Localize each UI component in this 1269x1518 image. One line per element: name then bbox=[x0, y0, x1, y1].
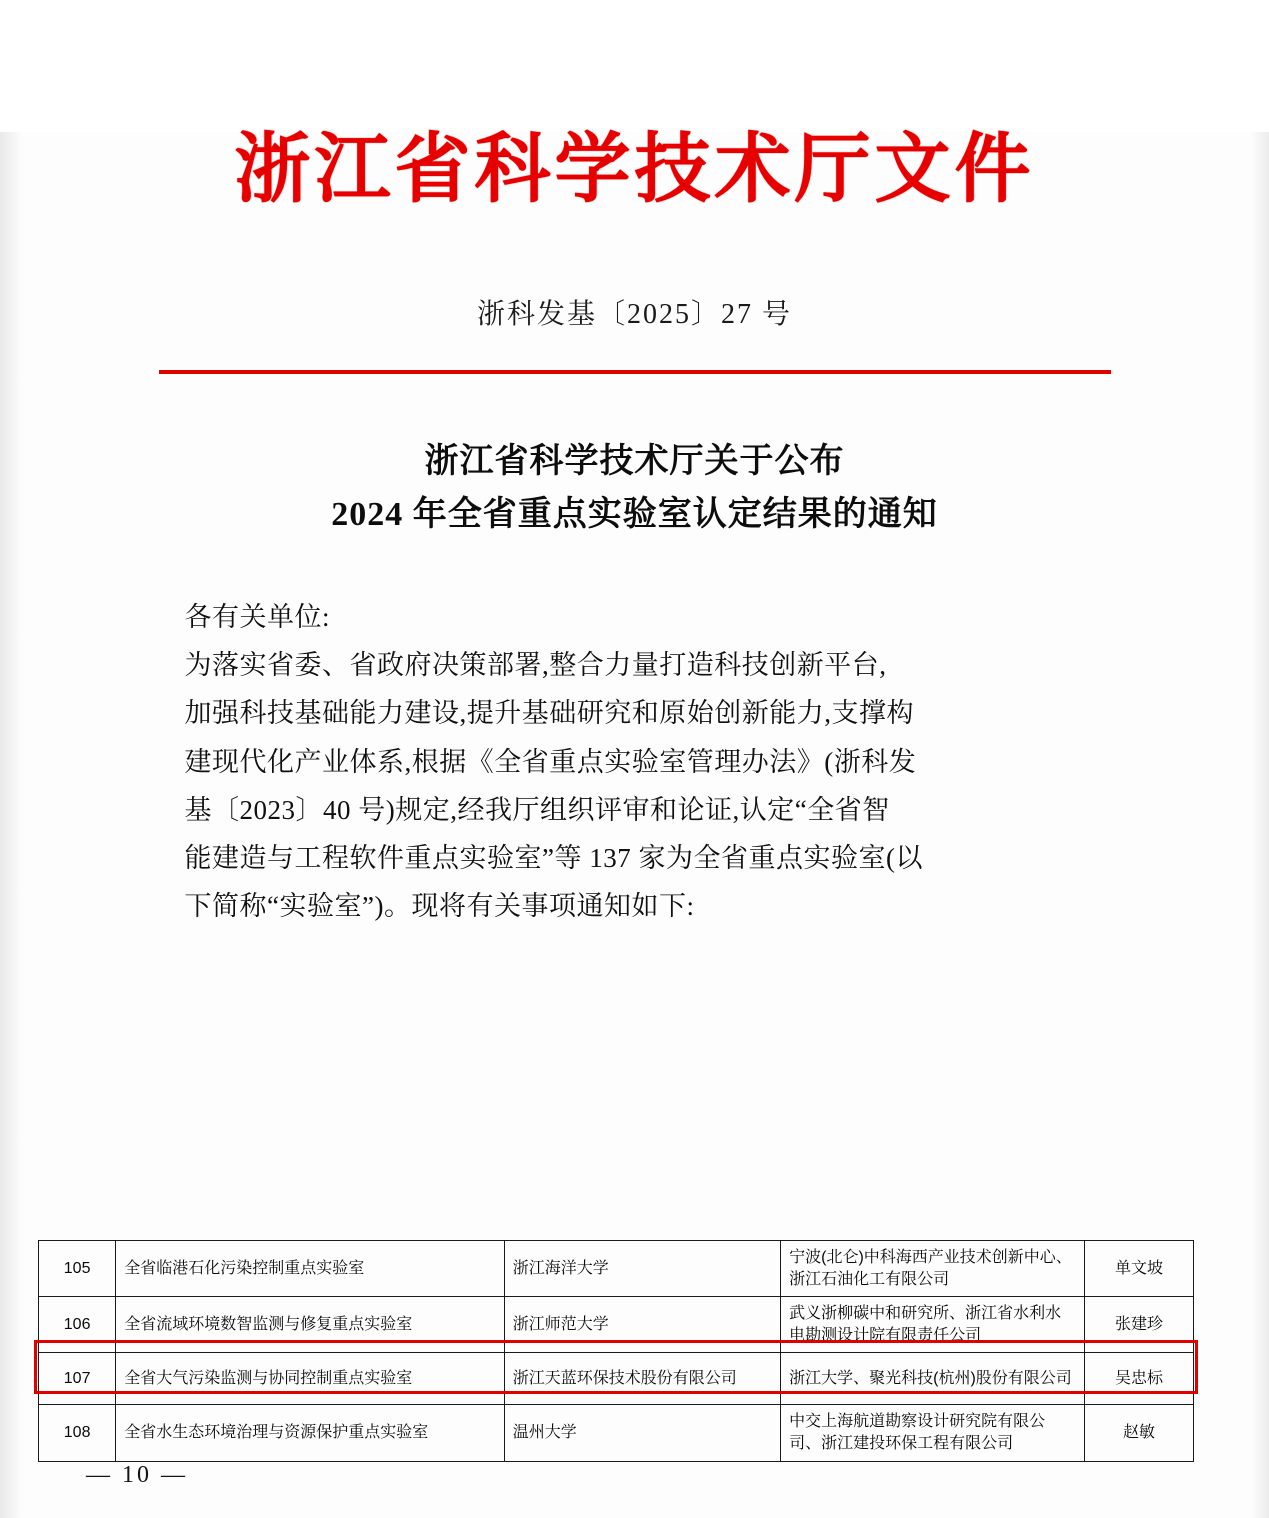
row-person: 单文坡 bbox=[1084, 1241, 1193, 1297]
red-divider-rule bbox=[159, 370, 1111, 374]
document-number: 浙科发基〔2025〕27 号 bbox=[476, 299, 792, 330]
row-lab-name: 全省流域环境数智监测与修复重点实验室 bbox=[116, 1297, 505, 1353]
row-host-unit: 浙江海洋大学 bbox=[504, 1241, 780, 1297]
body-line-5: 能建造与工程软件重点实验室”等 137 家为全省重点实验室(以 bbox=[184, 842, 923, 873]
salutation: 各有关单位: bbox=[184, 602, 331, 633]
notice-body bbox=[185, 593, 1085, 929]
row-number: 106 bbox=[39, 1297, 116, 1353]
row-cooperators: 浙江大学、聚光科技(杭州)股份有限公司 bbox=[781, 1353, 1085, 1405]
row-lab-name: 全省大气污染监测与协同控制重点实验室 bbox=[116, 1353, 505, 1405]
notice-headline bbox=[0, 436, 1269, 541]
table-row bbox=[39, 1297, 1194, 1353]
row-host-unit: 温州大学 bbox=[504, 1405, 780, 1461]
body-line-6: 下简称“实验室”)。现将有关事项通知如下: bbox=[184, 890, 695, 921]
row-number: 105 bbox=[39, 1241, 116, 1297]
row-person: 赵敏 bbox=[1084, 1405, 1193, 1461]
body-line-4: 基〔2023〕40 号)规定,经我厅组织评审和论证,认定“全省智 bbox=[184, 794, 890, 825]
lab-list-table bbox=[38, 1240, 1194, 1462]
row-cooperators: 宁波(北仑)中科海西产业技术创新中心、浙江石油化工有限公司 bbox=[781, 1241, 1085, 1297]
headline-line-1: 浙江省科学技术厅关于公布 bbox=[424, 443, 845, 480]
body-line-2: 加强科技基础能力建设,提升基础研究和原始创新能力,支撑构 bbox=[184, 698, 914, 729]
row-number: 108 bbox=[39, 1405, 116, 1461]
row-cooperators: 中交上海航道勘察设计研究院有限公司、浙江建投环保工程有限公司 bbox=[781, 1405, 1085, 1461]
document-title: 浙江省科学技术厅文件 bbox=[234, 128, 1035, 212]
body-line-1: 为落实省委、省政府决策部署,整合力量打造科技创新平台, bbox=[184, 650, 887, 681]
row-host-unit: 浙江师范大学 bbox=[504, 1297, 780, 1353]
row-person: 张建珍 bbox=[1084, 1297, 1193, 1353]
row-lab-name: 全省水生态环境治理与资源保护重点实验室 bbox=[116, 1405, 505, 1461]
lab-list-table-container bbox=[38, 1240, 1194, 1462]
table-row-highlighted bbox=[39, 1353, 1194, 1405]
headline-line-2: 2024 年全省重点实验室认定结果的通知 bbox=[331, 495, 938, 533]
row-number: 107 bbox=[39, 1353, 116, 1405]
row-person: 吴忠标 bbox=[1084, 1353, 1193, 1405]
row-cooperators: 武义浙柳碳中和研究所、浙江省水利水电勘测设计院有限责任公司 bbox=[781, 1297, 1085, 1353]
row-host-unit: 浙江天蓝环保技术股份有限公司 bbox=[504, 1353, 780, 1405]
page-number: — 10 — bbox=[86, 1462, 188, 1488]
table-row bbox=[39, 1241, 1194, 1297]
row-lab-name: 全省临港石化污染控制重点实验室 bbox=[116, 1241, 505, 1297]
body-line-3: 建现代化产业体系,根据《全省重点实验室管理办法》(浙科发 bbox=[184, 746, 917, 777]
document-page bbox=[0, 128, 1269, 1518]
table-row bbox=[39, 1405, 1194, 1461]
